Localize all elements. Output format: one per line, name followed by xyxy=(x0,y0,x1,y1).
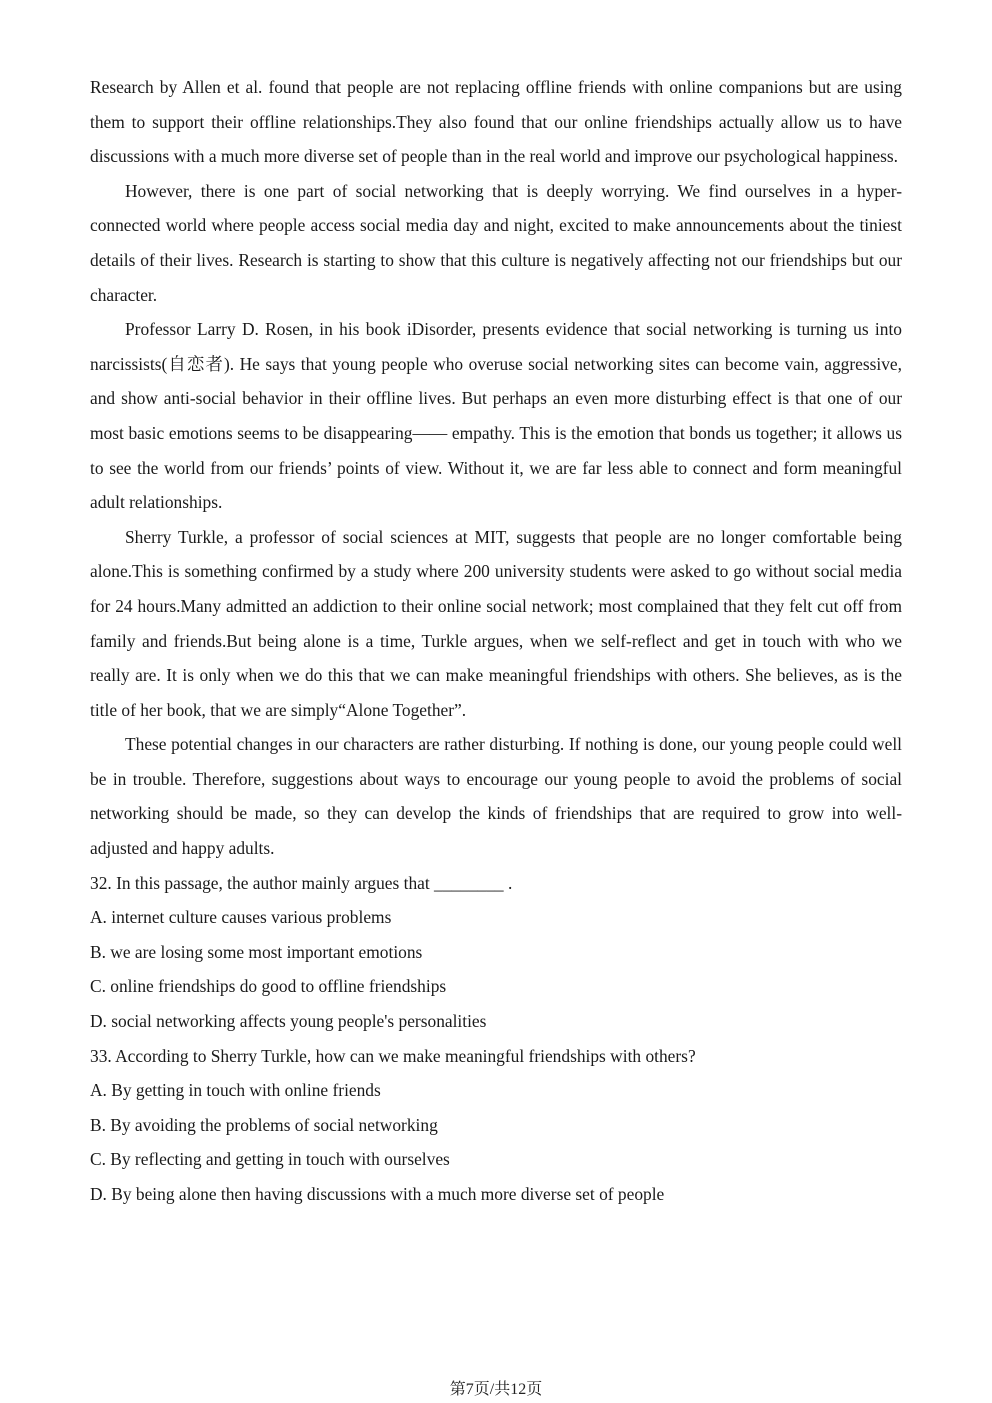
question-stem: 33. According to Sherry Turkle, how can we make meaningful friendships with others? xyxy=(90,1045,696,1066)
passage-paragraph-1: Research by Allen et al. found that people are not replacing offline friends with online companions but are using them to support their offline relationships.They also found that our online friendships actually allow us to have discussions with a much more diverse set of people than in the real world and improve our psychological happiness. xyxy=(90,77,902,167)
option-c: C. online friendships do good to offline friendships xyxy=(90,976,447,997)
question-32 xyxy=(90,866,902,1039)
option-a: A. By getting in touch with online friends xyxy=(90,1080,381,1101)
option-d: D. By being alone then having discussions with a much more diverse set of people xyxy=(90,1184,665,1204)
option-b: B. we are losing some most important emotions xyxy=(90,941,423,962)
option-c: C. By reflecting and getting in touch with ourselves xyxy=(90,1149,450,1170)
passage-paragraph-2: However, there is one part of social networking that is deeply worrying. We find ourselves in a hyper-connected world where people access social media day and night, excited to make announcements about the tiniest details of their lives. Research is starting to show that this culture is negatively affecting not our friendships but our character. xyxy=(90,180,902,305)
question-33 xyxy=(90,1039,902,1212)
passage-paragraph-4: Sherry Turkle, a professor of social sciences at MIT, suggests that people are no longer comfortable being alone.This is something confirmed by a study where 200 university students were asked to go without social media for 24 hours.Many admitted an addiction to their online social network; most complained that they felt cut off from family and friends.But being alone is a time, Turkle argues, when we self-reflect and get in touch with who we really are. It is only when we do this that we can make meaningful friendships with others. She believes, as is the title of her book, that we are simply“Alone Together”. xyxy=(90,526,902,720)
page-number: 第7页/共12页 xyxy=(449,1381,543,1398)
passage-paragraph-5: These potential changes in our characters are rather disturbing. If nothing is done, our young people could well be in trouble. Therefore, suggestions about ways to encourage our young people to avoid the problems of social networking should be made, so they can develop the kinds of friendships that are required to grow into well-adjusted and happy adults. xyxy=(90,734,902,859)
passage-paragraph-3: Professor Larry D. Rosen, in his book iDisorder, presents evidence that social networking is turning us into narcissists(自恋者). He says that young people who overuse social networking sites can become vain, aggressive, and show anti-social behavior in their offline lives. But perhaps an even more disturbing effect is that one of our most basic emotions seems to be disappearing—— empathy. This is the emotion that bonds us together; it allows us to see the world from our friends’ points of view. Without it, we are far less able to connect and form meaningful adult relationships. xyxy=(90,319,902,513)
option-a: A. internet culture causes various problems xyxy=(90,907,392,928)
option-b: B. By avoiding the problems of social networking xyxy=(90,1114,438,1135)
document-body xyxy=(90,70,902,1212)
question-stem: 32. In this passage, the author mainly argues that ________ . xyxy=(90,872,513,893)
option-d: D. social networking affects young people's personalities xyxy=(90,1011,487,1032)
